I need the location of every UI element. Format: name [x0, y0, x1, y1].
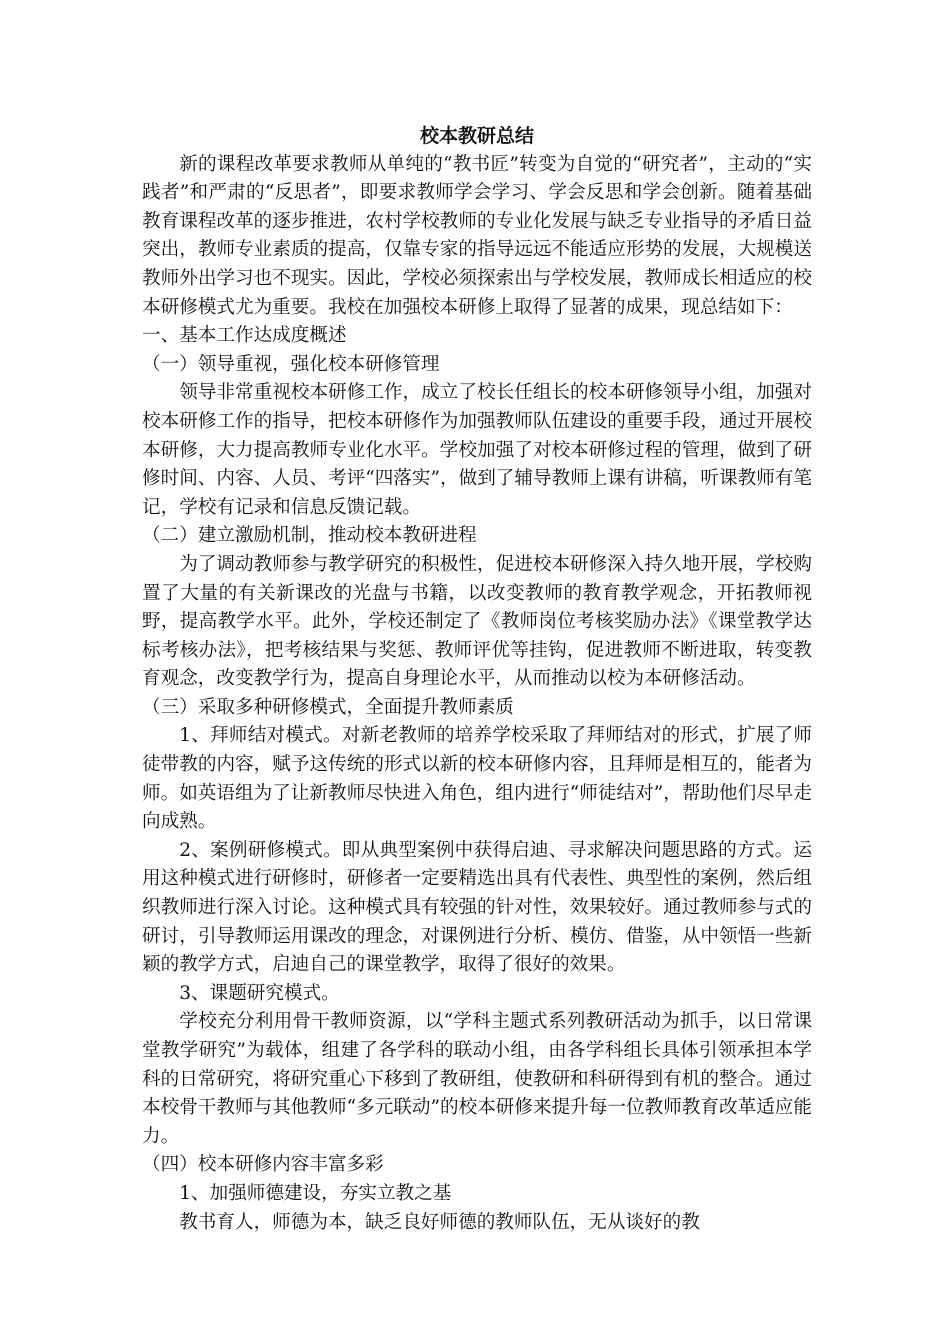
mode-3-heading: 3、课题研究模式。: [179, 982, 340, 1004]
subsection-2-paragraph: 为了调动教师参与教学研究的积极性，促进校本研修深入持久地开展，学校购置了大量的有关新课改的光盘与书籍，以改变教师的教育教学观念，开拓教师视野，提高教学水平。此外，学校还制定了《教师岗位考核奖励办法》《课堂教学达标考核办法》，把考核结果与奖惩、教师评优等挂钩，促进教师不断进取，转变教育观念，改变教学行为，提高自身理论水平，从而推动以校为本研修活动。: [142, 553, 812, 690]
mode-3-paragraph: 学校充分利用骨干教师资源，以“学科主题式系列教研活动为抓手，以日常课堂教学研究”为载体，组建了各学科的联动小组，由各学科组长具体引领承担本学科的日常研究，将研究重心下移到了教研组，使教研和科研得到有机的整合。通过本校骨干教师与其他教师“多元联动”的校本研修来提升每一位教师教育改革适应能力。: [142, 1011, 812, 1147]
subsection-heading-4: （四）校本研修内容丰富多彩: [142, 1154, 384, 1176]
subsection-heading-3: （三）采取多种研修模式，全面提升教师素质: [142, 696, 514, 718]
mode-1-paragraph: 1、拜师结对模式。对新老教师的培养学校采取了拜师结对的形式，扩展了师徒带教的内容，赋予这传统的形式以新的校本研修内容，且拜师是相互的，能者为师。如英语组为了让新教师尽快进入角色，组内进行“师徒结对”，帮助他们尽早走向成熟。: [142, 725, 812, 833]
document-body: [142, 122, 812, 1237]
mode-2-paragraph: 2、案例研修模式。即从典型案例中获得启迪、寻求解决问题思路的方式。运用这种模式进行研修时，研修者一定要精选出具有代表性、典型性的案例，然后组织教师进行深入讨论。这种模式具有较强的针对性，效果较好。通过教师参与式的研讨，引导教师运用课改的理念，对课例进行分析、模仿、借鉴，从中领悟一些新颖的教学方式，启迪自己的课堂教学，取得了很好的效果。: [142, 839, 812, 976]
intro-paragraph: 新的课程改革要求教师从单纯的“教书匠”转变为自觉的“研究者”，主动的“实践者”和严肃的“反思者”，即要求教师学会学习、学会反思和学会创新。随着基础教育课程改革的逐步推进，农村学校教师的专业化发展与缺乏专业指导的矛盾日益突出，教师专业素质的提高，仅靠专家的指导远远不能适应形势的发展，大规模送教师外出学习也不现实。因此，学校必须探索出与学校发展，教师成长相适应的校本研修模式尤为重要。我校在加强校本研修上取得了显著的成果，现总结如下：: [142, 153, 812, 318]
subsection-heading-2: （二）建立激励机制，推动校本教研进程: [142, 525, 477, 547]
subsection-1-paragraph: 领导非常重视校本研修工作，成立了校长任组长的校本研修领导小组，加强对校本研修工作的指导，把校本研修作为加强教师队伍建设的重要手段，通过开展校本研修，大力提高教师专业化水平。学校加强了对校本研修过程的管理，做到了研修时间、内容、人员、考评“四落实”，做到了辅导教师上课有讲稿，听课教师有笔记，学校有记录和信息反馈记载。: [142, 382, 812, 518]
item-1-heading: 1、加强师德建设，夯实立教之基: [179, 1182, 452, 1204]
document-title: 校本教研总结: [419, 125, 534, 147]
section-heading-1: 一、基本工作达成度概述: [142, 325, 347, 347]
item-1-paragraph: 教书育人，师德为本，缺乏良好师德的教师队伍，无从谈好的教: [179, 1211, 700, 1233]
subsection-heading-1: （一）领导重视，强化校本研修管理: [142, 353, 440, 375]
